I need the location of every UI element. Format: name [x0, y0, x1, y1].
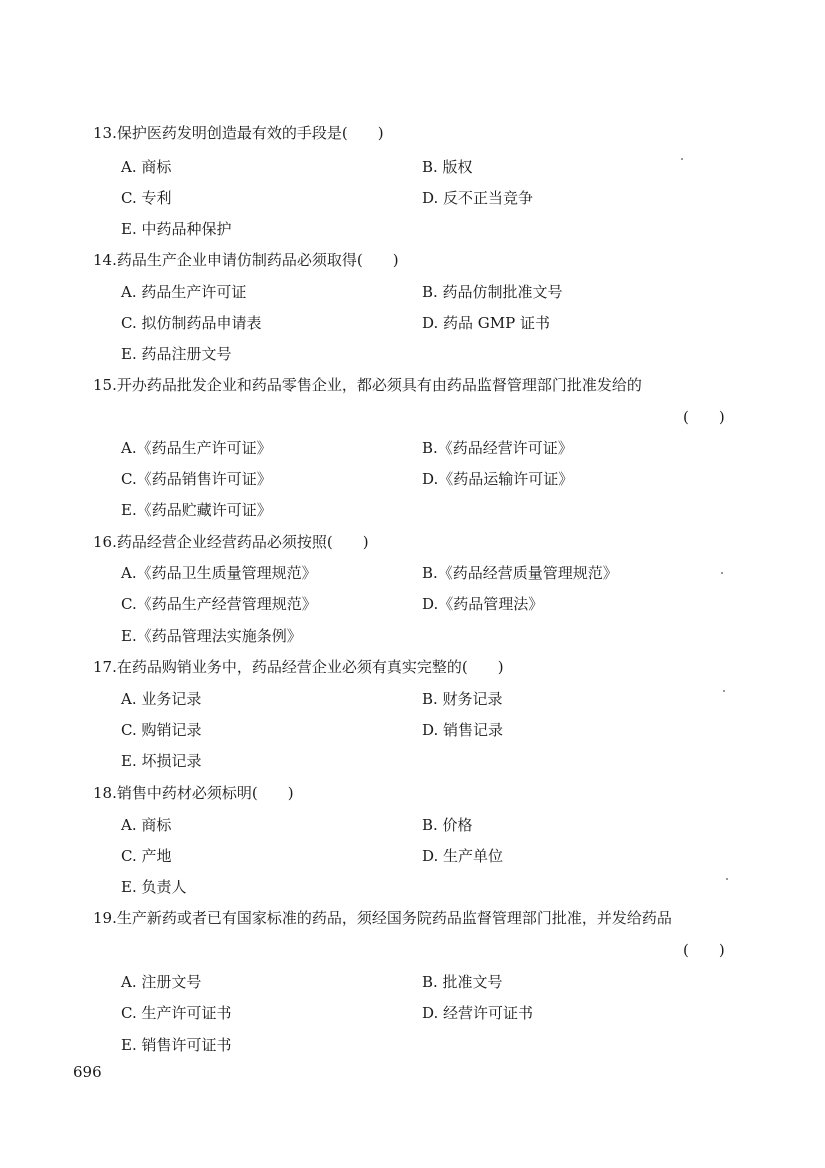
question-16-option-e: E.《药品管理法实施条例》 [121, 627, 302, 645]
question-19-option-e: E. 销售许可证书 [121, 1036, 232, 1054]
question-16-option-a: A.《药品卫生质量管理规范》 [121, 564, 317, 582]
question-13-stem: 13.保护医药发明创造最有效的手段是( ) [93, 124, 384, 142]
question-15-option-a: A.《药品生产许可证》 [121, 439, 272, 457]
question-14-option-e: E. 药品注册文号 [121, 345, 232, 363]
question-14-option-c: C. 拟仿制药品申请表 [121, 314, 262, 332]
question-14-option-b: B. 药品仿制批准文号 [422, 283, 563, 301]
question-16-option-b: B.《药品经营质量管理规范》 [422, 564, 618, 582]
question-19-option-d: D. 经营许可证书 [422, 1004, 534, 1022]
question-17-option-b: B. 财务记录 [422, 690, 503, 708]
question-13-option-e: E. 中药品种保护 [121, 220, 232, 238]
question-17-option-a: A. 业务记录 [121, 690, 202, 708]
question-15-stem: 15.开办药品批发企业和药品零售企业，都必须具有由药品监督管理部门批准发给的 [93, 376, 642, 394]
question-15-option-d: D.《药品运输许可证》 [422, 470, 574, 488]
question-19-option-b: B. 批准文号 [422, 973, 503, 991]
question-19-answer-paren: ( ) [683, 941, 725, 959]
question-18-option-b: B. 价格 [422, 816, 473, 834]
question-19-stem: 19.生产新药或者已有国家标准的药品，须经国务院药品监督管理部门批准，并发给药品 [93, 909, 672, 927]
question-15-option-c: C.《药品销售许可证》 [121, 470, 272, 488]
question-15-answer-paren: ( ) [683, 408, 725, 426]
question-15-option-e: E.《药品贮藏许可证》 [121, 501, 272, 519]
question-18-option-d: D. 生产单位 [422, 847, 504, 865]
question-19-option-c: C. 生产许可证书 [121, 1004, 232, 1022]
question-15-option-b: B.《药品经营许可证》 [422, 439, 573, 457]
question-17-option-d: D. 销售记录 [422, 721, 504, 739]
question-18-option-e: E. 负责人 [121, 878, 187, 896]
scan-speck [723, 690, 725, 692]
question-16-option-c: C.《药品生产经营管理规范》 [121, 595, 317, 613]
question-17-option-e: E. 坏损记录 [121, 752, 202, 770]
scan-speck [721, 572, 723, 574]
question-16-option-d: D.《药品管理法》 [422, 595, 544, 613]
question-13-option-a: A. 商标 [121, 158, 172, 176]
question-16-stem: 16.药品经营企业经营药品必须按照( ) [93, 533, 369, 551]
question-18-option-a: A. 商标 [121, 816, 172, 834]
question-14-option-a: A. 药品生产许可证 [121, 283, 247, 301]
question-14-stem: 14.药品生产企业申请仿制药品必须取得( ) [93, 251, 399, 269]
question-19-option-a: A. 注册文号 [121, 973, 202, 991]
question-18-option-c: C. 产地 [121, 847, 172, 865]
question-13-option-b: B. 版权 [422, 158, 473, 176]
question-17-option-c: C. 购销记录 [121, 721, 202, 739]
scan-speck [681, 158, 683, 160]
question-18-stem: 18.销售中药材必须标明( ) [93, 784, 294, 802]
page-number: 696 [73, 1063, 102, 1081]
question-13-option-c: C. 专利 [121, 189, 172, 207]
question-14-option-d: D. 药品 GMP 证书 [422, 314, 550, 332]
question-17-stem: 17.在药品购销业务中，药品经营企业必须有真实完整的( ) [93, 658, 504, 676]
scan-speck [726, 878, 728, 880]
question-13-option-d: D. 反不正当竞争 [422, 189, 534, 207]
